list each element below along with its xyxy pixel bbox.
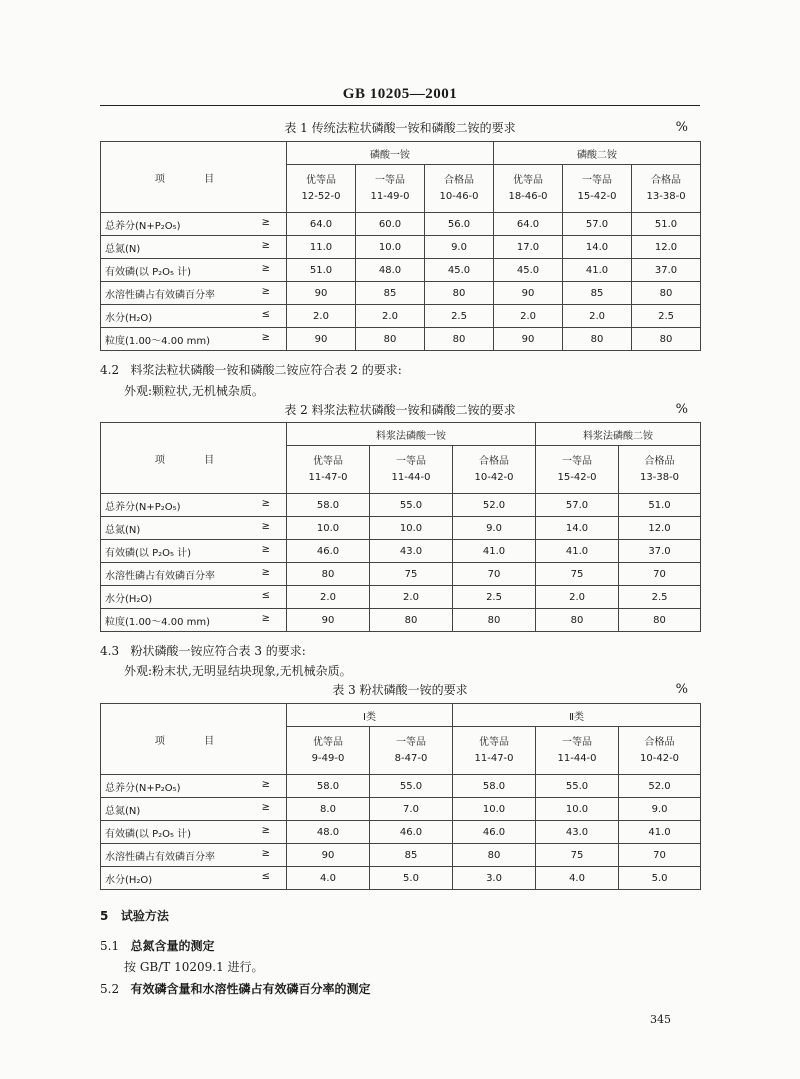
item-operator: ≥ bbox=[261, 520, 270, 532]
value-cell: 2.0 bbox=[494, 305, 563, 328]
value-cell: 80 bbox=[425, 282, 494, 305]
value-cell: 43.0 bbox=[536, 821, 619, 844]
item-label: 有效磷(以 P₂O₅ 计) bbox=[105, 266, 192, 278]
item-label: 粒度(1.00～4.00 mm) bbox=[105, 335, 210, 347]
value-cell: 80 bbox=[453, 844, 536, 867]
item-label: 水分(H₂O) bbox=[105, 312, 153, 324]
item-operator: ≥ bbox=[261, 824, 270, 836]
item-cell bbox=[101, 517, 287, 540]
grade-name: 优等品 bbox=[513, 174, 544, 186]
grade-name: 一等品 bbox=[375, 174, 405, 186]
value-cell: 85 bbox=[356, 282, 425, 305]
section-5-1-text: 按 GB/T 10209.1 进行。 bbox=[124, 960, 264, 974]
grade-code: 11-47-0 bbox=[474, 752, 514, 764]
item-operator: ≥ bbox=[261, 285, 270, 297]
grade-header bbox=[356, 165, 425, 213]
value-cell: 85 bbox=[563, 282, 632, 305]
value-cell: 51.0 bbox=[287, 259, 356, 282]
value-cell: 14.0 bbox=[563, 236, 632, 259]
value-cell: 80 bbox=[287, 563, 370, 586]
value-cell: 80 bbox=[356, 328, 425, 351]
value-cell: 55.0 bbox=[370, 494, 453, 517]
grade-name: 一等品 bbox=[582, 174, 613, 186]
table-row bbox=[101, 213, 701, 236]
value-cell: 52.0 bbox=[453, 494, 536, 517]
grade-header bbox=[563, 165, 632, 213]
group-header: 料浆法磷酸二铵 bbox=[536, 423, 701, 446]
grade-code: 9-49-0 bbox=[311, 752, 345, 764]
value-cell: 10.0 bbox=[356, 236, 425, 259]
table1-caption-text: 表 1 传统法粒状磷酸一铵和磷酸二铵的要求 bbox=[284, 121, 516, 135]
grade-header bbox=[453, 727, 536, 775]
header-rule bbox=[100, 105, 700, 106]
section-5-1-number: 5.1 bbox=[100, 939, 120, 953]
table-row bbox=[101, 821, 701, 844]
table-row bbox=[101, 259, 701, 282]
value-cell: 64.0 bbox=[494, 213, 563, 236]
value-cell: 8.0 bbox=[287, 798, 370, 821]
table-row bbox=[101, 775, 701, 798]
value-cell: 57.0 bbox=[536, 494, 619, 517]
grade-code: 15-42-0 bbox=[557, 471, 597, 483]
value-cell: 41.0 bbox=[563, 259, 632, 282]
value-cell: 51.0 bbox=[619, 494, 701, 517]
item-cell bbox=[101, 609, 287, 632]
item-cell bbox=[101, 821, 287, 844]
group-header: Ⅰ类 bbox=[287, 704, 453, 727]
value-cell: 51.0 bbox=[632, 213, 701, 236]
table3-unit: % bbox=[675, 682, 688, 697]
paragraph-4-3 bbox=[100, 642, 306, 659]
value-cell: 41.0 bbox=[619, 821, 701, 844]
table-row bbox=[101, 494, 701, 517]
grade-code: 10-42-0 bbox=[640, 752, 680, 764]
document-header: GB 10205—2001 bbox=[342, 86, 458, 102]
item-operator: ≥ bbox=[261, 566, 270, 578]
value-cell: 10.0 bbox=[287, 517, 370, 540]
grade-code: 12-52-0 bbox=[301, 190, 341, 202]
value-cell: 80 bbox=[536, 609, 619, 632]
value-cell: 70 bbox=[619, 563, 701, 586]
value-cell: 90 bbox=[287, 328, 356, 351]
grade-header bbox=[287, 165, 356, 213]
table2-caption bbox=[100, 400, 700, 420]
value-cell: 2.0 bbox=[536, 586, 619, 609]
grade-name: 一等品 bbox=[396, 455, 426, 467]
table1-caption bbox=[100, 118, 700, 138]
grade-name: 合格品 bbox=[444, 174, 475, 186]
grade-code: 15-42-0 bbox=[577, 190, 617, 202]
item-label: 水溶性磷占有效磷百分率 bbox=[105, 570, 215, 582]
section-5-1-heading bbox=[100, 937, 215, 954]
item-cell bbox=[101, 282, 287, 305]
grade-header bbox=[425, 165, 494, 213]
item-label: 总养分(N+P₂O₅) bbox=[105, 220, 181, 232]
value-cell: 37.0 bbox=[619, 540, 701, 563]
value-cell: 80 bbox=[619, 609, 701, 632]
section-5-title: 试验方法 bbox=[120, 909, 169, 923]
item-cell bbox=[101, 775, 287, 798]
item-operator: ≥ bbox=[261, 331, 270, 343]
value-cell: 80 bbox=[563, 328, 632, 351]
value-cell: 11.0 bbox=[287, 236, 356, 259]
value-cell: 2.0 bbox=[563, 305, 632, 328]
grade-code: 13-38-0 bbox=[646, 190, 686, 202]
value-cell: 56.0 bbox=[425, 213, 494, 236]
value-cell: 4.0 bbox=[536, 867, 619, 890]
item-operator: ≤ bbox=[261, 308, 270, 320]
value-cell: 58.0 bbox=[287, 494, 370, 517]
item-label: 水溶性磷占有效磷百分率 bbox=[105, 289, 215, 301]
table3-caption-text: 表 3 粉状磷酸一铵的要求 bbox=[332, 683, 468, 697]
item-label: 粒度(1.00～4.00 mm) bbox=[105, 616, 210, 628]
grade-header bbox=[370, 727, 453, 775]
grade-name: 一等品 bbox=[562, 455, 593, 467]
paragraph-4-3-text: 粉状磷酸一铵应符合表 3 的要求: bbox=[130, 644, 306, 658]
value-cell: 52.0 bbox=[619, 775, 701, 798]
value-cell: 57.0 bbox=[563, 213, 632, 236]
item-header: 项 目 bbox=[101, 704, 287, 775]
value-cell: 90 bbox=[494, 282, 563, 305]
table2-unit: % bbox=[675, 402, 688, 417]
value-cell: 70 bbox=[453, 563, 536, 586]
item-label: 有效磷(以 P₂O₅ 计) bbox=[105, 547, 192, 559]
value-cell: 75 bbox=[536, 844, 619, 867]
paragraph-4-2 bbox=[100, 361, 402, 378]
grade-name: 合格品 bbox=[479, 455, 510, 467]
value-cell: 10.0 bbox=[370, 517, 453, 540]
table2 bbox=[100, 422, 701, 632]
grade-name: 一等品 bbox=[396, 736, 426, 748]
value-cell: 55.0 bbox=[536, 775, 619, 798]
value-cell: 37.0 bbox=[632, 259, 701, 282]
item-label: 总氮(N) bbox=[105, 524, 141, 536]
value-cell: 48.0 bbox=[287, 821, 370, 844]
item-cell bbox=[101, 328, 287, 351]
value-cell: 12.0 bbox=[619, 517, 701, 540]
value-cell: 2.5 bbox=[425, 305, 494, 328]
group-header-row bbox=[101, 142, 701, 165]
group-header: Ⅱ类 bbox=[453, 704, 701, 727]
value-cell: 70 bbox=[619, 844, 701, 867]
value-cell: 10.0 bbox=[536, 798, 619, 821]
value-cell: 64.0 bbox=[287, 213, 356, 236]
grade-header bbox=[536, 446, 619, 494]
table-row bbox=[101, 609, 701, 632]
value-cell: 90 bbox=[287, 282, 356, 305]
value-cell: 75 bbox=[370, 563, 453, 586]
group-header: 磷酸一铵 bbox=[287, 142, 494, 165]
item-label: 总氮(N) bbox=[105, 805, 141, 817]
value-cell: 3.0 bbox=[453, 867, 536, 890]
value-cell: 2.0 bbox=[370, 586, 453, 609]
table-row bbox=[101, 282, 701, 305]
value-cell: 48.0 bbox=[356, 259, 425, 282]
item-header: 项 目 bbox=[101, 423, 287, 494]
grade-name: 合格品 bbox=[651, 174, 682, 186]
grade-code: 11-44-0 bbox=[391, 471, 431, 483]
paragraph-4-3-appearance: 外观:粉末状,无明显结块现象,无机械杂质。 bbox=[124, 664, 352, 678]
value-cell: 80 bbox=[453, 609, 536, 632]
table1-unit: % bbox=[675, 120, 688, 135]
value-cell: 46.0 bbox=[453, 821, 536, 844]
table-row bbox=[101, 867, 701, 890]
value-cell: 41.0 bbox=[536, 540, 619, 563]
value-cell: 2.0 bbox=[356, 305, 425, 328]
table-row bbox=[101, 305, 701, 328]
value-cell: 43.0 bbox=[370, 540, 453, 563]
grade-code: 11-47-0 bbox=[308, 471, 348, 483]
table-row bbox=[101, 236, 701, 259]
table-row bbox=[101, 517, 701, 540]
item-cell bbox=[101, 586, 287, 609]
value-cell: 80 bbox=[632, 282, 701, 305]
value-cell: 2.5 bbox=[619, 586, 701, 609]
item-operator: ≥ bbox=[261, 262, 270, 274]
item-cell bbox=[101, 259, 287, 282]
item-label: 有效磷(以 P₂O₅ 计) bbox=[105, 828, 192, 840]
section-5-heading bbox=[100, 907, 169, 924]
value-cell: 2.0 bbox=[287, 305, 356, 328]
table-row bbox=[101, 328, 701, 351]
grade-name: 优等品 bbox=[306, 174, 336, 186]
value-cell: 45.0 bbox=[494, 259, 563, 282]
grade-code: 10-42-0 bbox=[474, 471, 514, 483]
section-5-number: 5 bbox=[100, 909, 109, 923]
value-cell: 2.0 bbox=[287, 586, 370, 609]
item-cell bbox=[101, 540, 287, 563]
grade-name: 优等品 bbox=[479, 736, 510, 748]
item-operator: ≥ bbox=[261, 216, 270, 228]
value-cell: 80 bbox=[425, 328, 494, 351]
grade-code: 11-49-0 bbox=[370, 190, 410, 202]
table1 bbox=[100, 141, 701, 351]
value-cell: 9.0 bbox=[425, 236, 494, 259]
group-header-row bbox=[101, 423, 701, 446]
grade-header bbox=[494, 165, 563, 213]
grade-code: 18-46-0 bbox=[508, 190, 548, 202]
item-cell bbox=[101, 867, 287, 890]
value-cell: 58.0 bbox=[453, 775, 536, 798]
value-cell: 7.0 bbox=[370, 798, 453, 821]
page-number: 345 bbox=[650, 1013, 671, 1026]
item-label: 总养分(N+P₂O₅) bbox=[105, 782, 181, 794]
section-5-2-number: 5.2 bbox=[100, 982, 120, 996]
value-cell: 90 bbox=[287, 609, 370, 632]
item-cell bbox=[101, 213, 287, 236]
value-cell: 5.0 bbox=[619, 867, 701, 890]
section-5-2-title: 有效磷含量和水溶性磷占有效磷百分率的测定 bbox=[130, 982, 371, 996]
item-operator: ≥ bbox=[261, 801, 270, 813]
grade-header bbox=[370, 446, 453, 494]
value-cell: 75 bbox=[536, 563, 619, 586]
value-cell: 85 bbox=[370, 844, 453, 867]
item-header: 项 目 bbox=[101, 142, 287, 213]
grade-header bbox=[287, 446, 370, 494]
value-cell: 46.0 bbox=[370, 821, 453, 844]
value-cell: 58.0 bbox=[287, 775, 370, 798]
value-cell: 55.0 bbox=[370, 775, 453, 798]
table3-caption bbox=[100, 680, 700, 700]
value-cell: 14.0 bbox=[536, 517, 619, 540]
table-row bbox=[101, 586, 701, 609]
item-cell bbox=[101, 844, 287, 867]
value-cell: 4.0 bbox=[287, 867, 370, 890]
paragraph-4-2-appearance: 外观:颗粒状,无机械杂质。 bbox=[124, 384, 264, 398]
grade-header bbox=[287, 727, 370, 775]
value-cell: 9.0 bbox=[453, 517, 536, 540]
item-operator: ≥ bbox=[261, 239, 270, 251]
table-row bbox=[101, 563, 701, 586]
grade-code: 13-38-0 bbox=[640, 471, 680, 483]
item-cell bbox=[101, 798, 287, 821]
value-cell: 80 bbox=[370, 609, 453, 632]
item-operator: ≥ bbox=[261, 778, 270, 790]
item-label: 水分(H₂O) bbox=[105, 593, 153, 605]
item-operator: ≥ bbox=[261, 543, 270, 555]
grade-code: 8-47-0 bbox=[394, 752, 428, 764]
section-5-2-heading bbox=[100, 980, 371, 997]
group-header: 磷酸二铵 bbox=[494, 142, 701, 165]
value-cell: 45.0 bbox=[425, 259, 494, 282]
grade-name: 优等品 bbox=[313, 736, 343, 748]
grade-header bbox=[453, 446, 536, 494]
value-cell: 46.0 bbox=[287, 540, 370, 563]
value-cell: 17.0 bbox=[494, 236, 563, 259]
item-label: 总氮(N) bbox=[105, 243, 141, 255]
item-operator: ≥ bbox=[261, 612, 270, 624]
grade-name: 一等品 bbox=[562, 736, 593, 748]
grade-code: 10-46-0 bbox=[439, 190, 479, 202]
grade-name: 优等品 bbox=[313, 455, 343, 467]
table3 bbox=[100, 703, 701, 890]
item-operator: ≤ bbox=[261, 870, 270, 882]
table-row bbox=[101, 540, 701, 563]
item-label: 总养分(N+P₂O₅) bbox=[105, 501, 181, 513]
group-header: 料浆法磷酸一铵 bbox=[287, 423, 536, 446]
item-label: 水溶性磷占有效磷百分率 bbox=[105, 851, 215, 863]
item-cell bbox=[101, 305, 287, 328]
item-label: 水分(H₂O) bbox=[105, 874, 153, 886]
value-cell: 41.0 bbox=[453, 540, 536, 563]
item-cell bbox=[101, 236, 287, 259]
value-cell: 10.0 bbox=[453, 798, 536, 821]
grade-name: 合格品 bbox=[644, 736, 675, 748]
item-cell bbox=[101, 494, 287, 517]
value-cell: 80 bbox=[632, 328, 701, 351]
table2-caption-text: 表 2 料浆法粒状磷酸一铵和磷酸二铵的要求 bbox=[284, 403, 516, 417]
value-cell: 12.0 bbox=[632, 236, 701, 259]
table-row bbox=[101, 798, 701, 821]
value-cell: 9.0 bbox=[619, 798, 701, 821]
paragraph-4-3-number: 4.3 bbox=[100, 644, 120, 658]
table-row bbox=[101, 844, 701, 867]
section-5-1-title: 总氮含量的测定 bbox=[130, 939, 215, 953]
value-cell: 2.5 bbox=[453, 586, 536, 609]
grade-header bbox=[619, 727, 701, 775]
paragraph-4-2-number: 4.2 bbox=[100, 363, 120, 377]
item-operator: ≥ bbox=[261, 847, 270, 859]
item-operator: ≤ bbox=[261, 589, 270, 601]
value-cell: 2.5 bbox=[632, 305, 701, 328]
grade-header bbox=[632, 165, 701, 213]
group-header-row bbox=[101, 704, 701, 727]
value-cell: 60.0 bbox=[356, 213, 425, 236]
grade-header bbox=[536, 727, 619, 775]
item-operator: ≥ bbox=[261, 497, 270, 509]
value-cell: 90 bbox=[494, 328, 563, 351]
grade-header bbox=[619, 446, 701, 494]
paragraph-4-2-text: 料浆法粒状磷酸一铵和磷酸二铵应符合表 2 的要求: bbox=[130, 363, 402, 377]
item-cell bbox=[101, 563, 287, 586]
grade-name: 合格品 bbox=[644, 455, 675, 467]
value-cell: 5.0 bbox=[370, 867, 453, 890]
value-cell: 90 bbox=[287, 844, 370, 867]
grade-code: 11-44-0 bbox=[557, 752, 597, 764]
